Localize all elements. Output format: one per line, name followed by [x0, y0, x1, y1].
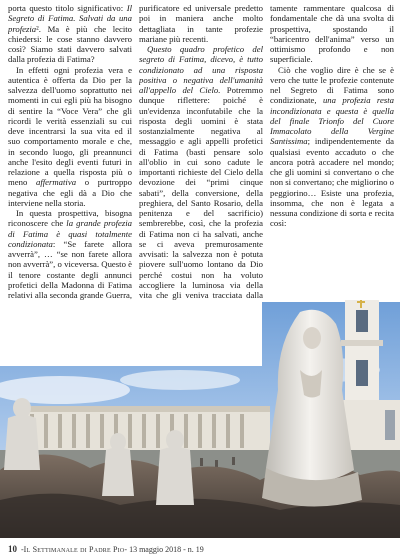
article-paragraph — [8, 65, 132, 209]
paragraph-text: ; indipendentemente da qualsiasi evento accaduto o che ancora potrà accadere nel mondo; che gli uomini si convertano o che non si convertano; che migliorino o peggiorino… Esiste una profezia, insomma, che non è legata a nessuna condizione di sorta e recita così: — [270, 136, 394, 229]
article-paragraph — [8, 3, 132, 65]
italic-text: una profezia resta incondizionata e questa è quella del finale Trionfo del Cuore Immacolato della Vergine Santissima — [270, 95, 394, 147]
paragraph-text: tamente rammentare qualcosa di fondamentale che dà una svolta di prospettiva, spostando il “baricentro dell'anima” verso un ottimismo profondo e non superficiale. — [270, 3, 394, 65]
article-paragraph — [270, 3, 394, 65]
fatima-statue-photo — [0, 300, 400, 538]
paragraph-text: porta questo titolo significativo: — [8, 3, 127, 13]
paragraph-text: In questa prospettiva, bisogna riconoscere che — [8, 208, 132, 229]
italic-text: la grande profezia di Fatima è quasi totalmente condizionata — [8, 218, 132, 249]
paragraph-text: : “Se farete allora avverrà”, … “se non farete allora non avverrà”, o viceversa. Questo è il tenore costante degli annunci profetici della Madonna di Fatima relativi alla seconda grande Guerra, — [8, 238, 132, 300]
paragraph-text: Ciò che voglio dire è che se è vero che tutte le profezie contenute nel Segreto di Fatima sono condizionate, — [270, 64, 394, 106]
publication-name: Il Settimanale di Padre Pio — [23, 544, 125, 554]
article-paragraph — [139, 3, 263, 44]
article-paragraph — [139, 44, 263, 311]
paragraph-text: ². Ma è più che lecito chiedersi: le cose stanno davvero così? Siamo stati davvero salvati dalla profezia di Fatima? — [8, 23, 132, 65]
italic-text: Questo quadro profetico del segreto di Fatima, dicevo, è tutto condizionato ad una risposta positiva o negativa dell'umanità all'appello del Cielo. — [139, 44, 263, 95]
issue-date: - 13 maggio 2018 - n. 19 — [124, 544, 204, 554]
paragraph-text: Potremmo dunque riflettere: poiché è un'evidenza inconfutabile che la risposta degli uomini è stata sostanzialmente negativa al messaggio e agli appelli profetici di Fatima (basti pensare solo all'oblio in cui sono cadute le importanti richieste del Cielo della devozione dei “primi cinque sabati”, della conversione, della preghiera, del Santo Rosario, della penitenza e del sacrificio) sembrerebbe, così, che la profezia di Fatima non ci ha salvati, anche se ci aveva premurosamente avvisati: la salvezza non è potuta piovere sull'uomo lontano da Dio perché costui non ha voluto accogliere la luminosa via della vita che gli veniva tracciata dalla — [139, 85, 263, 300]
paragraph-text: o purtroppo negativa che egli dà a Dio che interviene nella storia. — [8, 177, 132, 208]
paragraph-text: In effetti ogni profezia vera e autentica è offerta da Dio per la salvezza dell'uomo soprattutto nei momenti in cui egli più ha bisogno di sentire la “Voce Vera” che gli ricordi le verità essenziali su cui deve incentrarsi la sua vita ed il suo comportamento morale e che, in secondo luogo, gli preannunci anche l'esito degli eventi futuri in relazione a quella risposta più o meno — [8, 64, 132, 188]
page-number: 10 — [8, 544, 17, 554]
italic-text: Il Segreto di Fatima. Salvati da una profezia — [8, 3, 132, 34]
footer-separator: - — [21, 544, 24, 554]
italic-text: affermativa — [35, 177, 77, 188]
article-paragraph — [270, 65, 394, 229]
paragraph-text: purificatore ed universale predetto poi in maniera anche molto dettagliata in tante profezie mariane più recenti. — [139, 3, 263, 44]
page-footer — [0, 538, 400, 560]
